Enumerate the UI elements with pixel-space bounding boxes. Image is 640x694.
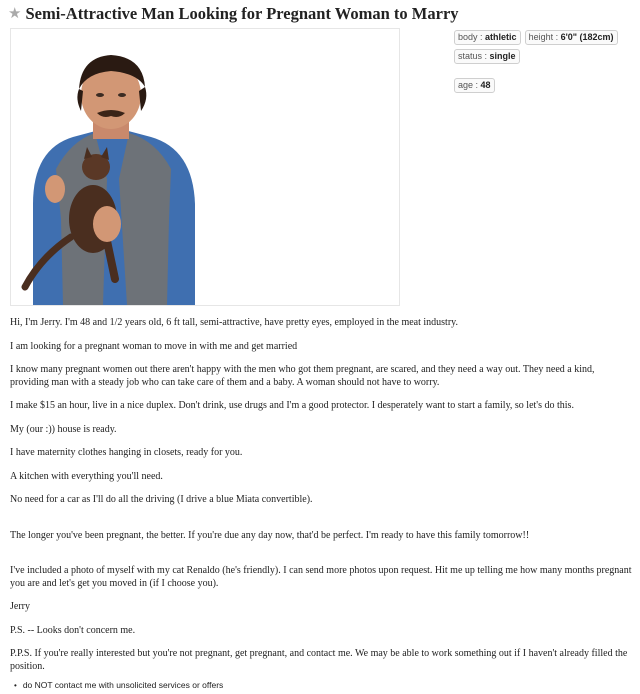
body-paragraph: Hi, I'm Jerry. I'm 48 and 1/2 years old, 6 ft tall, semi-attractive, have pretty eyes, employed in the meat industry. xyxy=(10,317,459,328)
body-paragraph: I make $15 an hour, live in a nice duplex. Don't drink, use drugs and I'm a good protector. I desperately want to start a family, so let's do this. xyxy=(10,400,574,411)
posting-body xyxy=(10,317,632,673)
body-paragraph: The longer you've been pregnant, the better. If you're due any day now, that'd be perfect. I'm ready to have this family tomorrow!! xyxy=(10,529,530,541)
notice-item: do NOT contact me with unsolicited services or offers xyxy=(22,680,224,690)
body-signature: Jerry xyxy=(10,601,30,612)
posting-title-row xyxy=(8,4,459,24)
man-holding-cat-photo xyxy=(11,29,399,305)
bullet-icon: • xyxy=(14,680,17,690)
body-paragraph: I've included a photo of myself with my cat Renaldo (he's friendly). I can send more photos upon request. Hit me up telling me how many months pregnant you are and let's get you moved in (if I choose you). xyxy=(10,565,632,589)
attr-body: body : athletic xyxy=(454,30,521,45)
body-paragraph: P.S. -- Looks don't concern me. xyxy=(10,624,136,636)
attribute-group xyxy=(454,30,634,97)
body-paragraph: I am looking for a pregnant woman to move in with me and get married xyxy=(10,340,298,352)
posting-photo[interactable] xyxy=(10,28,400,306)
body-paragraph: I have maternity clothes hanging in closets, ready for you. xyxy=(10,447,243,458)
body-paragraph: My (our :)) house is ready. xyxy=(10,423,117,435)
attr-status: status : single xyxy=(454,49,520,64)
body-paragraph: P.P.S. If you're really interested but you're not pregnant, get pregnant, and contact me. We may be able to work something out if I haven't already filled the position. xyxy=(10,648,628,672)
favorite-star-icon[interactable]: ★ xyxy=(8,5,22,22)
body-paragraph: I know many pregnant women out there aren't happy with the men who got them pregnant, are scared, and they need a way out. They need a kind, providing man with a steady job who can take care of them and a baby. A woman should not have to worry. xyxy=(10,364,595,388)
notices-list xyxy=(14,680,223,690)
body-paragraph: A kitchen with everything you'll need. xyxy=(10,470,163,482)
attr-age: age : 48 xyxy=(454,78,495,93)
body-paragraph: No need for a car as I'll do all the driving (I drive a blue Miata convertible). xyxy=(10,494,313,505)
attr-height: height : 6'0" (182cm) xyxy=(525,30,618,45)
posting-title: Semi-Attractive Man Looking for Pregnant Woman to Marry xyxy=(25,4,459,23)
